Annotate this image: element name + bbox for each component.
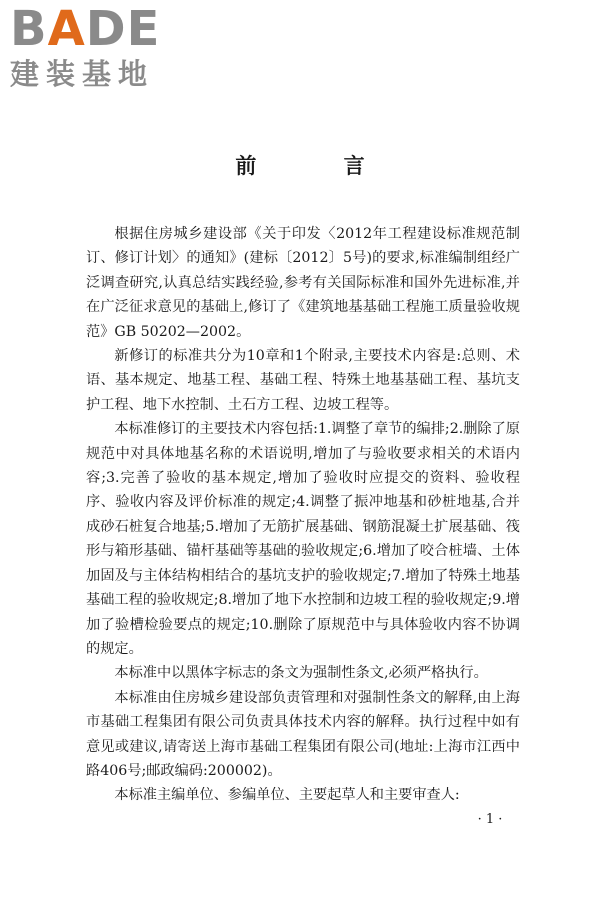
paragraph-compilation-basis: 根据住房城乡建设部《关于印发〈2012年工程建设标准规范制订、修订计划〉的通知》(建标〔2012〕5号)的要求,标准编制组经广泛调查研究,认真总结实践经验,参考有关国际标准和国外先进标准,并在广泛征求意见的基础上,修订了《建筑地基基础工程施工质量验收规范》GB 50202—2002。 — [86, 226, 520, 340]
logo-wordmark — [10, 1, 180, 57]
paragraph-editors-intro: 本标准主编单位、参编单位、主要起草人和主要审查人: — [114, 787, 460, 804]
logo-letters-de: DE — [85, 1, 161, 57]
page-number: · 1 · — [477, 812, 503, 827]
logo-letter-a-accent: A — [47, 1, 86, 57]
page-title: 前 言 — [235, 154, 405, 178]
logo-chinese-text: 建装基地 — [10, 57, 155, 91]
logo-letter-b: B — [10, 1, 48, 57]
paragraph-management-contact: 本标准由住房城乡建设部负责管理和对强制性条文的解释,由上海市基础工程集团有限公司负责具体技术内容的解释。执行过程中如有意见或建议,请寄送上海市基础工程集团有限公司(地址:上海市江西中路406号;邮政编码:200002)。 — [86, 689, 520, 779]
preface-body — [86, 222, 520, 808]
paragraph-mandatory-provisions: 本标准中以黑体字标志的条文为强制性条文,必须严格执行。 — [114, 665, 488, 682]
bade-logo — [10, 1, 180, 92]
paragraph-revision-contents: 本标准修订的主要技术内容包括:1.调整了章节的编排;2.删除了原规范中对具体地基名称的术语说明,增加了与验收要求相关的术语内容;3.完善了验收的基本规定,增加了验收时应提交的资料、验收程序、验收内容及评价标准的规定;4.调整了振冲地基和砂桩地基,合并成砂石桩复合地基;5.增加了无筋扩展基础、钢筋混凝土扩展基础、筏形与箱形基础、锚杆基础等基础的验收规定;6.增加了咬合桩墙、土体加固及与主体结构相结合的基坑支护的验收规定;7.增加了特殊土地基基础工程的验收规定;8.增加了地下水控制和边坡工程的验收规定;9.增加了验槽检验要点的规定;10.删除了原规范中与具体验收内容不协调的规定。 — [86, 421, 520, 657]
paragraph-structure-summary: 新修订的标准共分为10章和1个附录,主要技术内容是:总则、术语、基本规定、地基工程、基础工程、特殊土地基基础工程、基坑支护工程、地下水控制、土石方工程、边坡工程等。 — [86, 348, 520, 413]
